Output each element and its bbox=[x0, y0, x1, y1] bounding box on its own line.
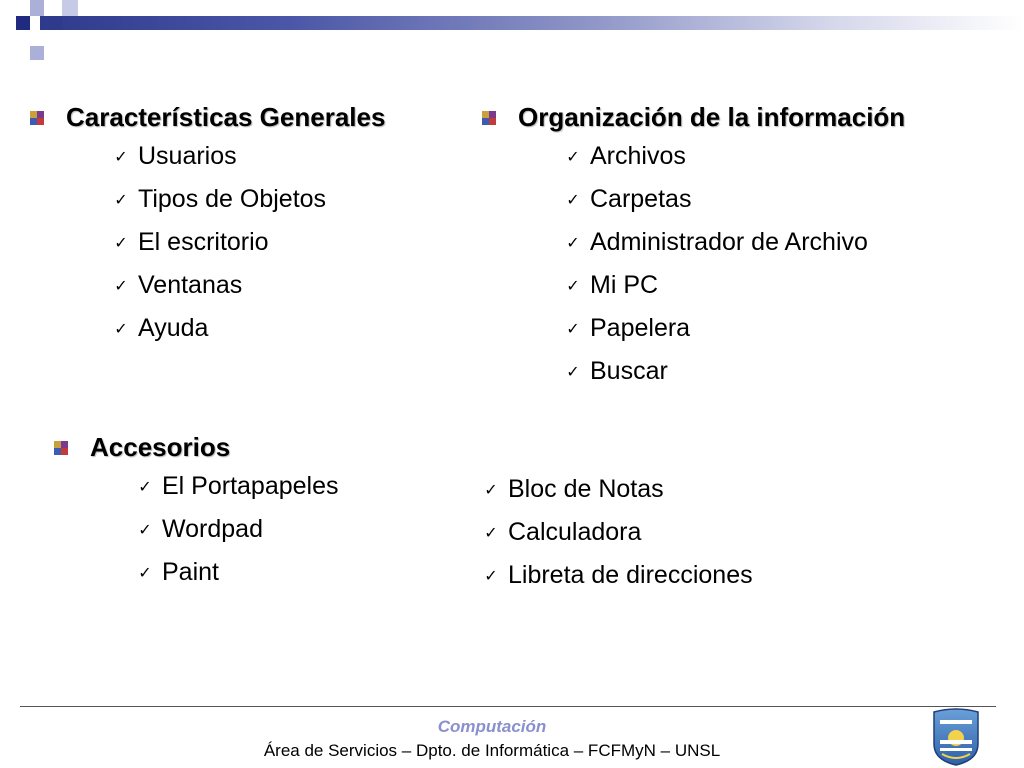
four-square-bullet-icon bbox=[54, 441, 68, 455]
header-decor-square bbox=[62, 0, 78, 16]
item-label: Ventanas bbox=[138, 271, 243, 299]
header-decor-square bbox=[30, 0, 44, 16]
item-label: Carpetas bbox=[590, 185, 692, 213]
list-item bbox=[562, 135, 905, 178]
checkmark-icon: ✓ bbox=[114, 277, 128, 295]
checkmark-icon: ✓ bbox=[566, 277, 580, 295]
footer-divider bbox=[20, 706, 996, 707]
four-square-bullet-icon bbox=[30, 111, 44, 125]
header-gradient-bar bbox=[40, 16, 1024, 30]
four-square-bullet-icon bbox=[482, 111, 496, 125]
list-item bbox=[134, 551, 339, 594]
footer-title: Computación bbox=[437, 717, 547, 736]
checkmark-icon: ✓ bbox=[114, 148, 128, 166]
section-organizacion bbox=[482, 102, 905, 393]
section-heading bbox=[30, 102, 385, 133]
checkmark-icon: ✓ bbox=[138, 521, 152, 539]
item-list bbox=[134, 465, 339, 594]
item-list bbox=[480, 468, 753, 597]
checkmark-icon: ✓ bbox=[138, 478, 152, 496]
item-label: El Portapapeles bbox=[162, 472, 339, 500]
section-accesorios bbox=[54, 432, 339, 594]
checkmark-icon: ✓ bbox=[566, 234, 580, 252]
item-label: Buscar bbox=[590, 357, 668, 385]
footer-subtitle: Área de Servicios – Dpto. de Informática – FCFMyN – UNSL bbox=[263, 741, 721, 760]
item-label: Ayuda bbox=[138, 314, 209, 342]
list-item bbox=[110, 135, 385, 178]
header-decor-square bbox=[48, 16, 62, 30]
header-decor-square bbox=[30, 46, 44, 60]
item-label: El escritorio bbox=[138, 228, 269, 256]
header-decor-square bbox=[16, 16, 30, 30]
list-item bbox=[562, 178, 905, 221]
item-label: Archivos bbox=[590, 142, 686, 170]
section-heading bbox=[54, 432, 339, 463]
list-item bbox=[562, 350, 905, 393]
checkmark-icon: ✓ bbox=[566, 148, 580, 166]
item-list bbox=[110, 135, 385, 350]
item-label: Usuarios bbox=[138, 142, 237, 170]
item-label: Tipos de Objetos bbox=[138, 185, 327, 213]
item-label: Wordpad bbox=[162, 515, 263, 543]
item-label: Papelera bbox=[590, 314, 691, 342]
list-item bbox=[110, 221, 385, 264]
item-label: Administrador de Archivo bbox=[590, 228, 868, 256]
list-item bbox=[480, 554, 753, 597]
section-title: Características Generales bbox=[66, 102, 386, 132]
list-item bbox=[134, 465, 339, 508]
list-item bbox=[110, 264, 385, 307]
section-generales bbox=[30, 102, 385, 350]
checkmark-icon: ✓ bbox=[484, 567, 498, 585]
item-label: Mi PC bbox=[590, 271, 659, 299]
list-item bbox=[480, 511, 753, 554]
item-label: Bloc de Notas bbox=[508, 475, 664, 503]
checkmark-icon: ✓ bbox=[566, 363, 580, 381]
section-title: Accesorios bbox=[90, 432, 231, 462]
list-item bbox=[562, 264, 905, 307]
item-label: Paint bbox=[162, 558, 219, 586]
checkmark-icon: ✓ bbox=[138, 564, 152, 582]
checkmark-icon: ✓ bbox=[114, 234, 128, 252]
section-accesorios-right bbox=[480, 468, 753, 597]
list-item bbox=[134, 508, 339, 551]
checkmark-icon: ✓ bbox=[484, 481, 498, 499]
checkmark-icon: ✓ bbox=[566, 191, 580, 209]
list-item bbox=[480, 468, 753, 511]
checkmark-icon: ✓ bbox=[484, 524, 498, 542]
item-list bbox=[562, 135, 905, 393]
item-label: Calculadora bbox=[508, 518, 642, 546]
section-heading bbox=[482, 102, 905, 133]
item-label: Libreta de direcciones bbox=[508, 561, 753, 589]
section-title: Organización de la información bbox=[518, 102, 906, 132]
university-logo-icon bbox=[932, 708, 980, 766]
list-item bbox=[110, 307, 385, 350]
list-item bbox=[562, 307, 905, 350]
list-item bbox=[562, 221, 905, 264]
list-item bbox=[110, 178, 385, 221]
checkmark-icon: ✓ bbox=[114, 191, 128, 209]
checkmark-icon: ✓ bbox=[114, 320, 128, 338]
checkmark-icon: ✓ bbox=[566, 320, 580, 338]
